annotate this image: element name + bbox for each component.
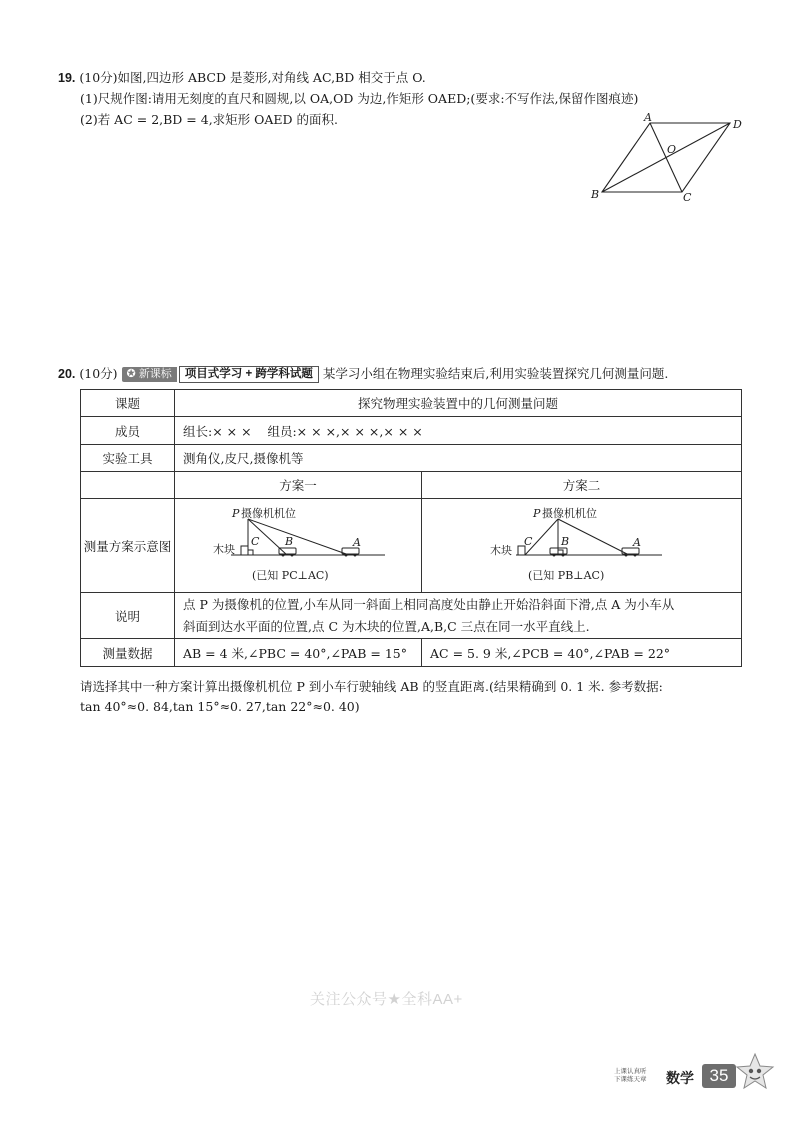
plan2-diagram-cell — [422, 499, 742, 593]
plan2-diagram — [422, 499, 727, 589]
rhombus-figure — [585, 110, 755, 205]
label-c: C — [683, 191, 692, 204]
q19-part1: (1)尺规作图:请用无刻度的直尺和圆规,以 OA,OD 为边,作矩形 OAED;(要求:不写作法,保留作图痕迹) — [80, 91, 639, 106]
desc-line2: 斜面到达水平面的位置,点 C 为木块的位置,A,B,C 三点在同一水平直线上. — [183, 618, 590, 634]
q20-score: (10分) — [79, 366, 118, 381]
new-standard-label: 新课标 — [138, 368, 172, 380]
block-rect — [241, 546, 248, 555]
row-data — [81, 639, 742, 667]
footer-subject: 数学 — [666, 1070, 694, 1086]
label-b: B — [591, 188, 600, 201]
fig1-b: B — [285, 535, 294, 548]
desc-value — [175, 593, 742, 639]
fig2-block: 木块 — [490, 544, 512, 557]
line-pa — [248, 519, 349, 555]
q20-intro: 某学习小组在物理实验结束后,利用实验装置探究几何测量问题. — [322, 366, 669, 381]
q20-header — [58, 364, 668, 384]
members-head: 成员 — [81, 417, 175, 445]
plan1-diagram — [175, 499, 421, 589]
q19-part2: (2)若 AC = 2,BD = 4,求矩形 OAED 的面积. — [80, 112, 339, 127]
star-icon: ✪ — [126, 368, 136, 380]
q20-task-line2: tan 40°≈0. 84,tan 15°≈0. 27,tan 22°≈0. 40) — [80, 699, 360, 714]
fig1-camera: 摄像机机位 — [241, 507, 296, 520]
label-a: A — [644, 111, 652, 124]
slogan-line2: 下课练天章 — [614, 1076, 647, 1083]
tools-head: 实验工具 — [81, 445, 175, 472]
desc-head: 说明 — [81, 593, 175, 639]
footer-slogan — [614, 1068, 647, 1084]
fig2-camera: 摄像机机位 — [542, 507, 597, 520]
fig1-a: A — [353, 536, 361, 549]
fig2-a: A — [633, 536, 641, 549]
q20-task-line1: 请选择其中一种方案计算出摄像机机位 P 到小车行驶轴线 AB 的竖直距离.(结果精确到 0. 1 米. 参考数据: — [80, 679, 663, 694]
label-d: D — [733, 118, 742, 131]
label-o: O — [667, 143, 677, 156]
plan1-title: 方案一 — [175, 472, 422, 499]
row-members — [81, 417, 742, 445]
q19-stem: (10分)如图,四边形 ABCD 是菱形,对角线 AC,BD 相交于点 O. — [79, 70, 426, 85]
q20-number: 20. — [58, 367, 76, 381]
diagonal-bd — [602, 123, 730, 192]
q19-number: 19. — [58, 71, 76, 85]
fig2-c: C — [524, 535, 533, 548]
right-angle-mark — [248, 550, 253, 555]
plan1-diagram-cell — [175, 499, 422, 593]
row-desc — [81, 593, 742, 639]
plan2-data: AC = 5. 9 米,∠PCB = 40°,∠PAB = 22° — [422, 639, 742, 667]
topic-head: 课题 — [81, 390, 175, 417]
members-value: 组长:× × × 组员:× × ×,× × ×,× × × — [175, 417, 742, 445]
row-plans — [81, 472, 742, 499]
row-tools — [81, 445, 742, 472]
fig1-caption: (已知 PC⊥AC) — [252, 569, 329, 582]
plan2-title: 方案二 — [422, 472, 742, 499]
mascot-star-icon — [735, 1052, 775, 1092]
row-diagram — [81, 499, 742, 593]
fig1-c: C — [251, 535, 260, 548]
fig1-block: 木块 — [213, 543, 235, 556]
cart-b-icon — [279, 548, 296, 554]
plan1-data: AB = 4 米,∠PBC = 40°,∠PAB = 15° — [175, 639, 422, 667]
data-head: 测量数据 — [81, 639, 175, 667]
project-badge: 项目式学习 + 跨学科试题 — [179, 366, 319, 383]
desc-line1: 点 P 为摄像机的位置,小车从同一斜面上相同高度处由静止开始沿斜面下滑,点 A 为小车从 — [183, 596, 675, 612]
page-number: 35 — [702, 1064, 736, 1088]
tools-value: 测角仪,皮尺,摄像机等 — [175, 445, 742, 472]
fig2-caption: (已知 PB⊥AC) — [528, 569, 605, 582]
fig2-p: P — [533, 507, 541, 520]
plans-head — [81, 472, 175, 499]
watermark: 关注公众号★全科AA+ — [310, 991, 463, 1008]
new-standard-badge — [122, 367, 177, 382]
q19-line1 — [58, 68, 426, 88]
row-topic — [81, 390, 742, 417]
experiment-table — [80, 389, 742, 667]
slogan-line1: 上课认真听 — [614, 1068, 647, 1075]
fig1-p: P — [232, 507, 240, 520]
topic-value: 探究物理实验装置中的几何测量问题 — [175, 390, 742, 417]
fig2-b: B — [561, 535, 570, 548]
diagram-head: 测量方案示意图 — [81, 499, 175, 593]
